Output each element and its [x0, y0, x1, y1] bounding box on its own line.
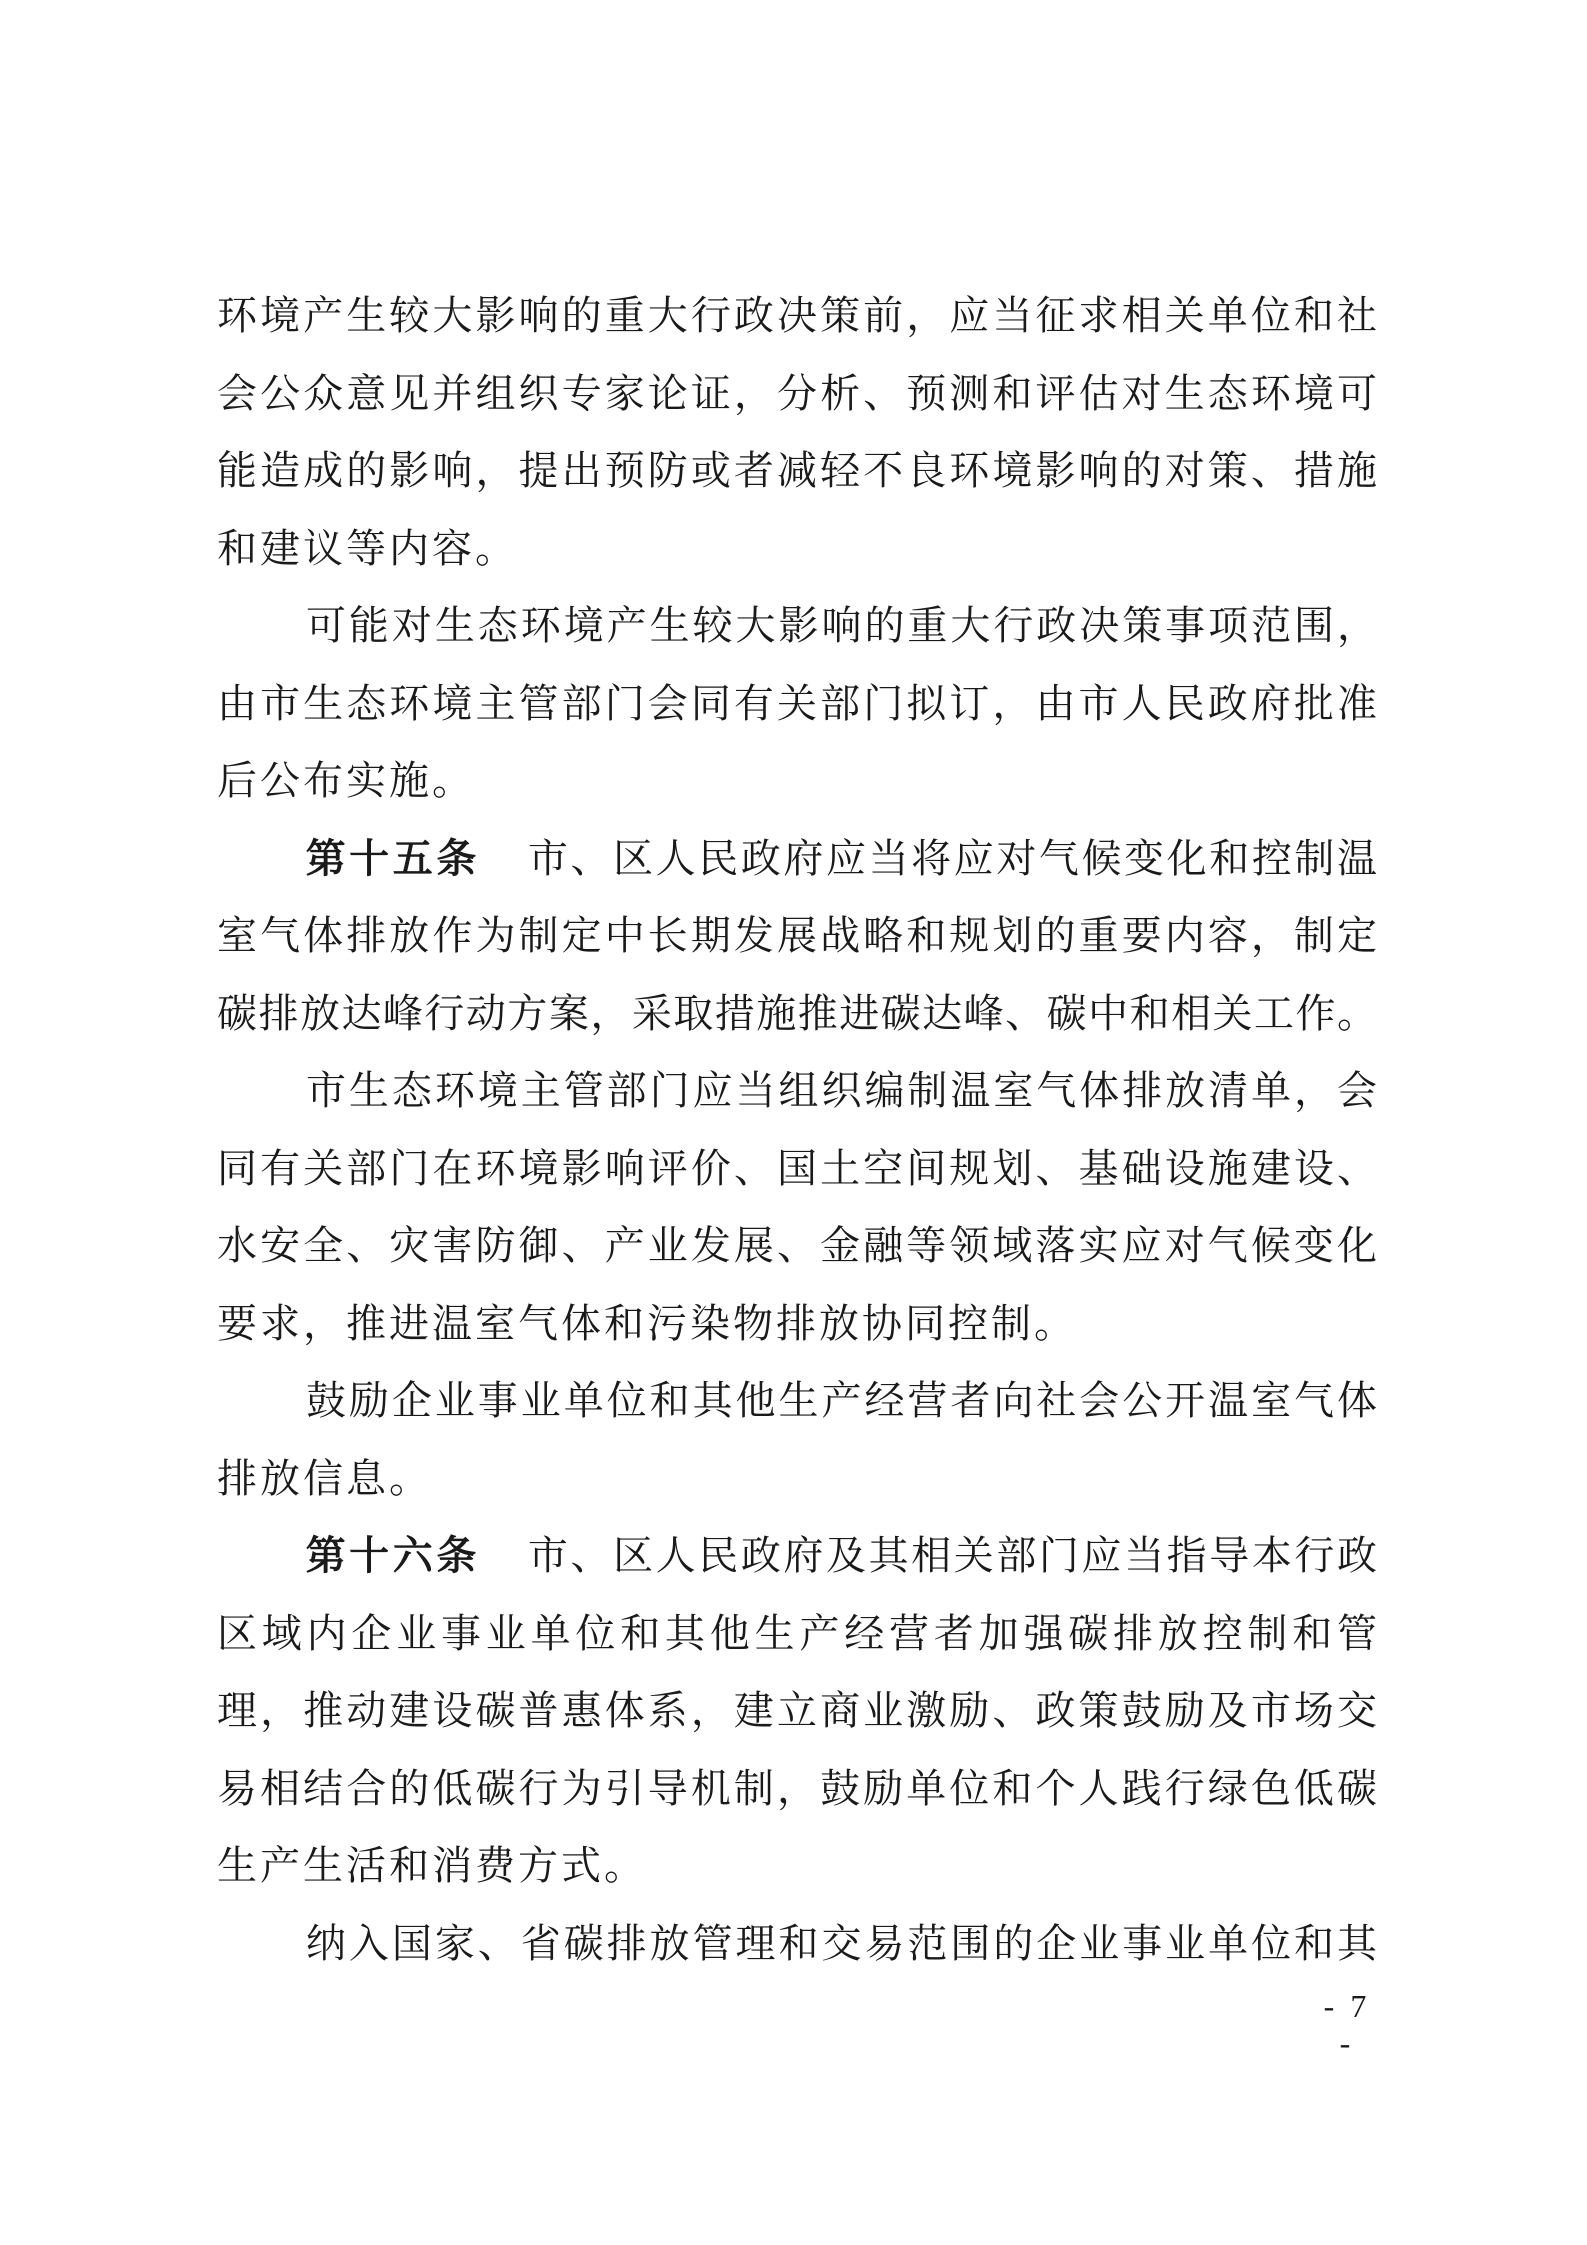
text-line: 易相结合的低碳行为引导机制，鼓励单位和个人践行绿色低碳: [217, 1765, 1377, 1812]
text-line: 和建议等内容。: [217, 525, 518, 572]
text-line: 市生态环境主管部门应当组织编制温室气体排放清单，会: [303, 1068, 1377, 1114]
text-line: 市、区人民政府及其相关部门应当指导本行政: [527, 1533, 1378, 1579]
text-line: 生产生活和消费方式。: [217, 1843, 647, 1889]
text-line: 同有关部门在环境影响评价、国土空间规划、基础设施建设、: [217, 1145, 1377, 1192]
paragraph-first-line: [217, 1906, 1377, 1984]
text-line: 环境产生较大影响的重大行政决策前，应当征求相关单位和社: [217, 293, 1377, 339]
text-line: 水安全、灾害防御、产业发展、金融等领域落实应对气候变化: [217, 1223, 1377, 1269]
text-line: 能造成的影响，提出预防或者减轻不良环境影响的对策、措施: [217, 448, 1377, 494]
article-15-title: 第十五条: [303, 835, 480, 882]
text-line: 室气体排放作为制定中长期发展战略和规划的重要内容，制定: [217, 913, 1377, 959]
text-line: 鼓励企业事业单位和其他生产经营者向社会公开温室气体: [303, 1378, 1377, 1424]
article-16-first-line: [217, 1518, 1377, 1596]
text-line: 可能对生态环境产生较大影响的重大行政决策事项范围，: [303, 603, 1377, 649]
paragraph-first-line: [217, 1363, 1377, 1441]
text-line: 碳排放达峰行动方案，采取措施推进碳达峰、碳中和相关工作。: [217, 990, 1377, 1037]
article-15-first-line: [217, 821, 1377, 899]
text-line: 排放信息。: [217, 1455, 432, 1502]
paragraph-first-line: [217, 588, 1377, 666]
text-line: 区域内企业事业单位和其他生产经营者加强碳排放控制和管: [217, 1610, 1377, 1657]
text-line: 理，推动建设碳普惠体系，建立商业激励、政策鼓励及市场交: [217, 1688, 1377, 1734]
text-line: 由市生态环境主管部门会同有关部门拟订，由市人民政府批准: [217, 680, 1377, 727]
paragraph-first-line: [217, 1053, 1377, 1131]
document-body: [217, 278, 1377, 1983]
text-line: 后公布实施。: [217, 758, 475, 804]
article-16-title: 第十六条: [303, 1533, 480, 1579]
page-number: - 7 -: [1323, 1988, 1371, 2061]
text-line: 要求，推进温室气体和污染物排放协同控制。: [217, 1300, 1077, 1347]
text-line: 会公众意见并组织专家论证，分析、预测和评估对生态环境可: [217, 370, 1377, 417]
text-line: 纳入国家、省碳排放管理和交易范围的企业事业单位和其: [303, 1920, 1377, 1967]
text-line: 市、区人民政府应当将应对气候变化和控制温: [527, 835, 1378, 882]
